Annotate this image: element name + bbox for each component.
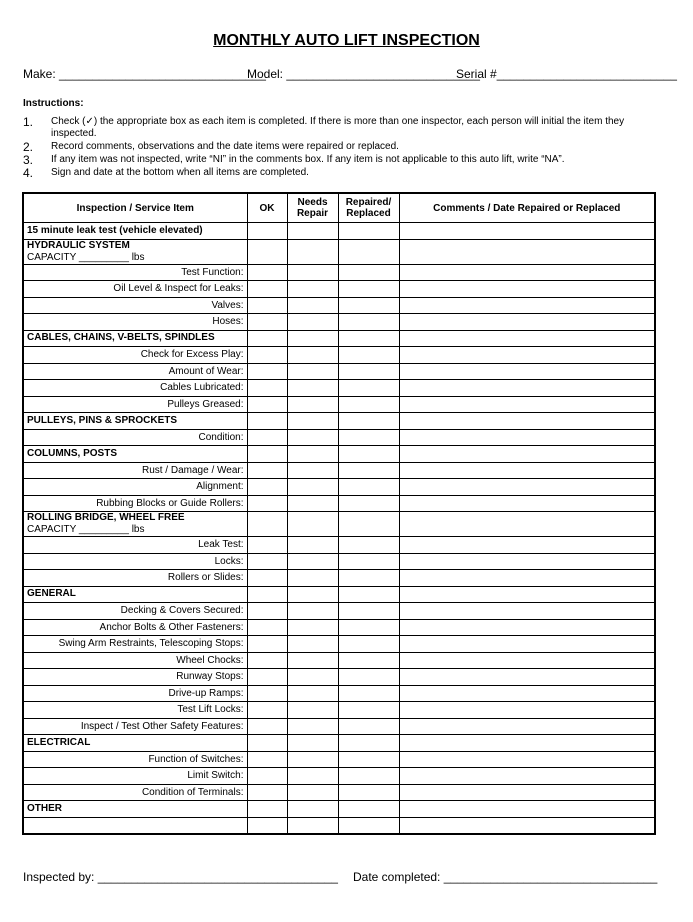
ok-cell[interactable]	[247, 512, 287, 537]
repaired-cell[interactable]	[338, 553, 399, 570]
item-label: Pulleys Greased:	[23, 396, 247, 413]
ok-cell[interactable]	[247, 702, 287, 719]
comments-cell[interactable]	[399, 223, 655, 240]
ok-cell[interactable]	[247, 429, 287, 446]
comments-cell[interactable]	[399, 570, 655, 587]
repaired-cell[interactable]	[338, 603, 399, 620]
ok-cell[interactable]	[247, 330, 287, 347]
comments-cell[interactable]	[399, 669, 655, 686]
ok-cell[interactable]	[247, 462, 287, 479]
section-header-row	[23, 239, 655, 264]
needs-repair-cell[interactable]	[287, 380, 338, 397]
table-row	[23, 264, 655, 281]
repaired-cell[interactable]	[338, 479, 399, 496]
item-label: Condition of Terminals:	[23, 784, 247, 801]
table-header-row	[23, 193, 655, 223]
item-label: Runway Stops:	[23, 669, 247, 686]
section-header-row	[23, 446, 655, 463]
item-label: Drive-up Ramps:	[23, 685, 247, 702]
item-label: Function of Switches:	[23, 751, 247, 768]
repaired-cell[interactable]	[338, 718, 399, 735]
item-label: Alignment:	[23, 479, 247, 496]
item-label: Inspect / Test Other Safety Features:	[23, 718, 247, 735]
ok-cell[interactable]	[247, 347, 287, 364]
repaired-cell[interactable]	[338, 619, 399, 636]
repaired-cell[interactable]	[338, 495, 399, 512]
ok-cell[interactable]	[247, 363, 287, 380]
table-row	[23, 751, 655, 768]
repaired-cell[interactable]	[338, 446, 399, 463]
item-label: Rust / Damage / Wear:	[23, 462, 247, 479]
item-label: Rubbing Blocks or Guide Rollers:	[23, 495, 247, 512]
needs-repair-cell[interactable]	[287, 429, 338, 446]
needs-repair-cell[interactable]	[287, 264, 338, 281]
section-header-row	[23, 413, 655, 430]
item-label: Valves:	[23, 297, 247, 314]
ok-cell[interactable]	[247, 652, 287, 669]
repaired-cell[interactable]	[338, 669, 399, 686]
comments-cell[interactable]	[399, 735, 655, 752]
item-label: Hoses:	[23, 314, 247, 331]
repaired-cell[interactable]	[338, 396, 399, 413]
repaired-cell[interactable]	[338, 751, 399, 768]
table-row	[23, 817, 655, 834]
section-header-row	[23, 735, 655, 752]
needs-repair-cell[interactable]	[287, 330, 338, 347]
ok-cell[interactable]	[247, 784, 287, 801]
needs-repair-cell[interactable]	[287, 347, 338, 364]
serial-field[interactable]: Serial #___________________________	[456, 67, 677, 81]
ok-cell[interactable]	[247, 446, 287, 463]
table-row	[23, 619, 655, 636]
needs-repair-cell[interactable]	[287, 495, 338, 512]
table-row	[23, 685, 655, 702]
ok-cell[interactable]	[247, 239, 287, 264]
repaired-cell[interactable]	[338, 801, 399, 818]
comments-cell[interactable]	[399, 801, 655, 818]
section-title-cell	[23, 735, 247, 752]
comments-cell[interactable]	[399, 363, 655, 380]
repaired-cell[interactable]	[338, 685, 399, 702]
col-header-ok: OK	[247, 193, 287, 223]
comments-cell[interactable]	[399, 586, 655, 603]
needs-repair-cell[interactable]	[287, 314, 338, 331]
table-row	[23, 570, 655, 587]
ok-cell[interactable]	[247, 669, 287, 686]
item-label: Limit Switch:	[23, 768, 247, 785]
ok-cell[interactable]	[247, 297, 287, 314]
table-row	[23, 495, 655, 512]
comments-cell[interactable]	[399, 380, 655, 397]
ok-cell[interactable]	[247, 735, 287, 752]
table-row	[23, 603, 655, 620]
needs-repair-cell[interactable]	[287, 363, 338, 380]
page-title: MONTHLY AUTO LIFT INSPECTION	[213, 32, 480, 49]
table-row	[23, 396, 655, 413]
comments-cell[interactable]	[399, 347, 655, 364]
make-field[interactable]: Make: _______________________________	[23, 67, 266, 81]
repaired-cell[interactable]	[338, 281, 399, 298]
comments-cell[interactable]	[399, 495, 655, 512]
ok-cell[interactable]	[247, 636, 287, 653]
ok-cell[interactable]	[247, 537, 287, 554]
needs-repair-cell[interactable]	[287, 685, 338, 702]
repaired-cell[interactable]	[338, 636, 399, 653]
needs-repair-cell[interactable]	[287, 735, 338, 752]
table-row	[23, 479, 655, 496]
col-header-needs-repair: Needs Repair	[287, 193, 338, 223]
comments-cell[interactable]	[399, 330, 655, 347]
table-row	[23, 784, 655, 801]
repaired-cell[interactable]	[338, 702, 399, 719]
repaired-cell[interactable]	[338, 784, 399, 801]
table-row	[23, 462, 655, 479]
section-title-cell	[23, 801, 247, 818]
section-title: PULLEYS, PINS & SPROCKETS	[27, 414, 178, 426]
inspection-table	[22, 192, 656, 835]
item-label: Test Lift Locks:	[23, 702, 247, 719]
needs-repair-cell[interactable]	[287, 718, 338, 735]
leak-test-label: 15 minute leak test (vehicle elevated)	[23, 223, 247, 240]
item-label: Leak Test:	[23, 537, 247, 554]
repaired-cell[interactable]	[338, 570, 399, 587]
instructions-title: Instructions:	[23, 98, 84, 109]
repaired-cell[interactable]	[338, 512, 399, 537]
item-label: Decking & Covers Secured:	[23, 603, 247, 620]
ok-cell[interactable]	[247, 553, 287, 570]
section-title-cell	[23, 446, 247, 463]
ok-cell[interactable]	[247, 768, 287, 785]
comments-cell[interactable]	[399, 553, 655, 570]
ok-cell[interactable]	[247, 685, 287, 702]
instruction-item: 4. Sign and date at the bottom when all items are completed.	[23, 166, 309, 180]
comments-cell[interactable]	[399, 413, 655, 430]
comments-cell[interactable]	[399, 537, 655, 554]
needs-repair-cell[interactable]	[287, 223, 338, 240]
item-label: Cables Lubricated:	[23, 380, 247, 397]
comments-cell[interactable]	[399, 817, 655, 834]
table-row	[23, 537, 655, 554]
section-title-cell	[23, 330, 247, 347]
needs-repair-cell[interactable]	[287, 570, 338, 587]
ok-cell[interactable]	[247, 314, 287, 331]
col-header-item: Inspection / Service Item	[23, 193, 247, 223]
col-header-repaired: Repaired/ Replaced	[338, 193, 399, 223]
section-title-cell	[23, 413, 247, 430]
repaired-cell[interactable]	[338, 768, 399, 785]
section-title: ELECTRICAL	[27, 736, 91, 748]
instruction-item: 3. If any item was not inspected, write “NI” in the comments box. If any item is not applicable to this auto lift, write “NA”.	[23, 153, 565, 167]
col-header-comments: Comments / Date Repaired or Replaced	[399, 193, 655, 223]
section-title: GENERAL	[27, 588, 76, 600]
comments-cell[interactable]	[399, 429, 655, 446]
comments-cell[interactable]	[399, 264, 655, 281]
ok-cell[interactable]	[247, 603, 287, 620]
needs-repair-cell[interactable]	[287, 784, 338, 801]
table-row	[23, 347, 655, 364]
table-body	[23, 223, 655, 835]
item-label: Locks:	[23, 553, 247, 570]
needs-repair-cell[interactable]	[287, 537, 338, 554]
repaired-cell[interactable]	[338, 347, 399, 364]
comments-cell[interactable]	[399, 314, 655, 331]
table-row	[23, 652, 655, 669]
repaired-cell[interactable]	[338, 363, 399, 380]
comments-cell[interactable]	[399, 281, 655, 298]
needs-repair-cell[interactable]	[287, 817, 338, 834]
section-title: ROLLING BRIDGE, WHEEL FREE	[27, 512, 185, 523]
needs-repair-cell[interactable]	[287, 553, 338, 570]
ok-cell[interactable]	[247, 264, 287, 281]
section-header-row	[23, 801, 655, 818]
comments-cell[interactable]	[399, 652, 655, 669]
item-label: Condition:	[23, 429, 247, 446]
repaired-cell[interactable]	[338, 537, 399, 554]
needs-repair-cell[interactable]	[287, 462, 338, 479]
repaired-cell[interactable]	[338, 817, 399, 834]
needs-repair-cell[interactable]	[287, 297, 338, 314]
ok-cell[interactable]	[247, 223, 287, 240]
item-label: Rollers or Slides:	[23, 570, 247, 587]
comments-cell[interactable]	[399, 685, 655, 702]
section-title: CABLES, CHAINS, V-BELTS, SPINDLES	[27, 332, 215, 344]
comments-cell[interactable]	[399, 603, 655, 620]
comments-cell[interactable]	[399, 718, 655, 735]
repaired-cell[interactable]	[338, 330, 399, 347]
model-field[interactable]: Model: _____________________________	[247, 67, 480, 81]
repaired-cell[interactable]	[338, 239, 399, 264]
needs-repair-cell[interactable]	[287, 768, 338, 785]
inspected-by-field[interactable]: Inspected by: ____________________________________	[23, 870, 338, 884]
item-label: Swing Arm Restraints, Telescoping Stops:	[23, 636, 247, 653]
section-header-row	[23, 512, 655, 537]
comments-cell[interactable]	[399, 768, 655, 785]
item-label: Amount of Wear:	[23, 363, 247, 380]
needs-repair-cell[interactable]	[287, 239, 338, 264]
section-title-cell	[23, 512, 247, 537]
repaired-cell[interactable]	[338, 297, 399, 314]
repaired-cell[interactable]	[338, 314, 399, 331]
ok-cell[interactable]	[247, 619, 287, 636]
comments-cell[interactable]	[399, 784, 655, 801]
needs-repair-cell[interactable]	[287, 801, 338, 818]
table-row	[23, 636, 655, 653]
comments-cell[interactable]	[399, 239, 655, 264]
ok-cell[interactable]	[247, 413, 287, 430]
comments-cell[interactable]	[399, 479, 655, 496]
needs-repair-cell[interactable]	[287, 586, 338, 603]
comments-cell[interactable]	[399, 446, 655, 463]
needs-repair-cell[interactable]	[287, 396, 338, 413]
instruction-item: 2. Record comments, observations and the date items were repaired or replaced.	[23, 140, 399, 154]
item-label: Oil Level & Inspect for Leaks:	[23, 281, 247, 298]
needs-repair-cell[interactable]	[287, 281, 338, 298]
needs-repair-cell[interactable]	[287, 603, 338, 620]
item-label: Wheel Chocks:	[23, 652, 247, 669]
table-row	[23, 281, 655, 298]
comments-cell[interactable]	[399, 702, 655, 719]
table-row	[23, 718, 655, 735]
section-title: HYDRAULIC SYSTEM	[27, 239, 130, 251]
section-header-row	[23, 586, 655, 603]
comments-cell[interactable]	[399, 636, 655, 653]
capacity-field[interactable]: CAPACITY _________ lbs	[27, 524, 145, 535]
table-row	[23, 314, 655, 331]
repaired-cell[interactable]	[338, 413, 399, 430]
ok-cell[interactable]	[247, 281, 287, 298]
ok-cell[interactable]	[247, 817, 287, 834]
section-header-row	[23, 330, 655, 347]
capacity-field[interactable]: CAPACITY _________ lbs	[27, 251, 145, 263]
ok-cell[interactable]	[247, 396, 287, 413]
section-title-cell	[23, 239, 247, 264]
needs-repair-cell[interactable]	[287, 669, 338, 686]
ok-cell[interactable]	[247, 570, 287, 587]
table-row	[23, 363, 655, 380]
needs-repair-cell[interactable]	[287, 413, 338, 430]
section-title: COLUMNS, POSTS	[27, 447, 118, 459]
comments-cell[interactable]	[399, 619, 655, 636]
ok-cell[interactable]	[247, 751, 287, 768]
section-title-cell	[23, 586, 247, 603]
repaired-cell[interactable]	[338, 264, 399, 281]
item-label[interactable]	[23, 817, 247, 834]
needs-repair-cell[interactable]	[287, 512, 338, 537]
needs-repair-cell[interactable]	[287, 619, 338, 636]
needs-repair-cell[interactable]	[287, 636, 338, 653]
table-row	[23, 297, 655, 314]
repaired-cell[interactable]	[338, 223, 399, 240]
table-row	[23, 553, 655, 570]
section-title: OTHER	[27, 802, 62, 814]
ok-cell[interactable]	[247, 479, 287, 496]
instructions-list	[23, 116, 663, 180]
table-row	[23, 223, 655, 240]
ok-cell[interactable]	[247, 380, 287, 397]
comments-cell[interactable]	[399, 297, 655, 314]
repaired-cell[interactable]	[338, 586, 399, 603]
ok-cell[interactable]	[247, 586, 287, 603]
date-completed-field[interactable]: Date completed: ________________________________	[353, 870, 658, 884]
needs-repair-cell[interactable]	[287, 479, 338, 496]
item-label: Test Function:	[23, 264, 247, 281]
instruction-item: 1. Check (✓) the appropriate box as each item is completed. If there is more than one inspector, each person will initial the item they inspected.	[23, 115, 625, 139]
table-row	[23, 380, 655, 397]
comments-cell[interactable]	[399, 751, 655, 768]
table-row	[23, 768, 655, 785]
repaired-cell[interactable]	[338, 735, 399, 752]
ok-cell[interactable]	[247, 718, 287, 735]
repaired-cell[interactable]	[338, 462, 399, 479]
table-row	[23, 702, 655, 719]
item-label: Anchor Bolts & Other Fasteners:	[23, 619, 247, 636]
needs-repair-cell[interactable]	[287, 702, 338, 719]
comments-cell[interactable]	[399, 512, 655, 537]
repaired-cell[interactable]	[338, 380, 399, 397]
item-label: Check for Excess Play:	[23, 347, 247, 364]
table-row	[23, 429, 655, 446]
comments-cell[interactable]	[399, 462, 655, 479]
ok-cell[interactable]	[247, 495, 287, 512]
repaired-cell[interactable]	[338, 429, 399, 446]
ok-cell[interactable]	[247, 801, 287, 818]
needs-repair-cell[interactable]	[287, 446, 338, 463]
needs-repair-cell[interactable]	[287, 652, 338, 669]
comments-cell[interactable]	[399, 396, 655, 413]
table-row	[23, 669, 655, 686]
repaired-cell[interactable]	[338, 652, 399, 669]
needs-repair-cell[interactable]	[287, 751, 338, 768]
